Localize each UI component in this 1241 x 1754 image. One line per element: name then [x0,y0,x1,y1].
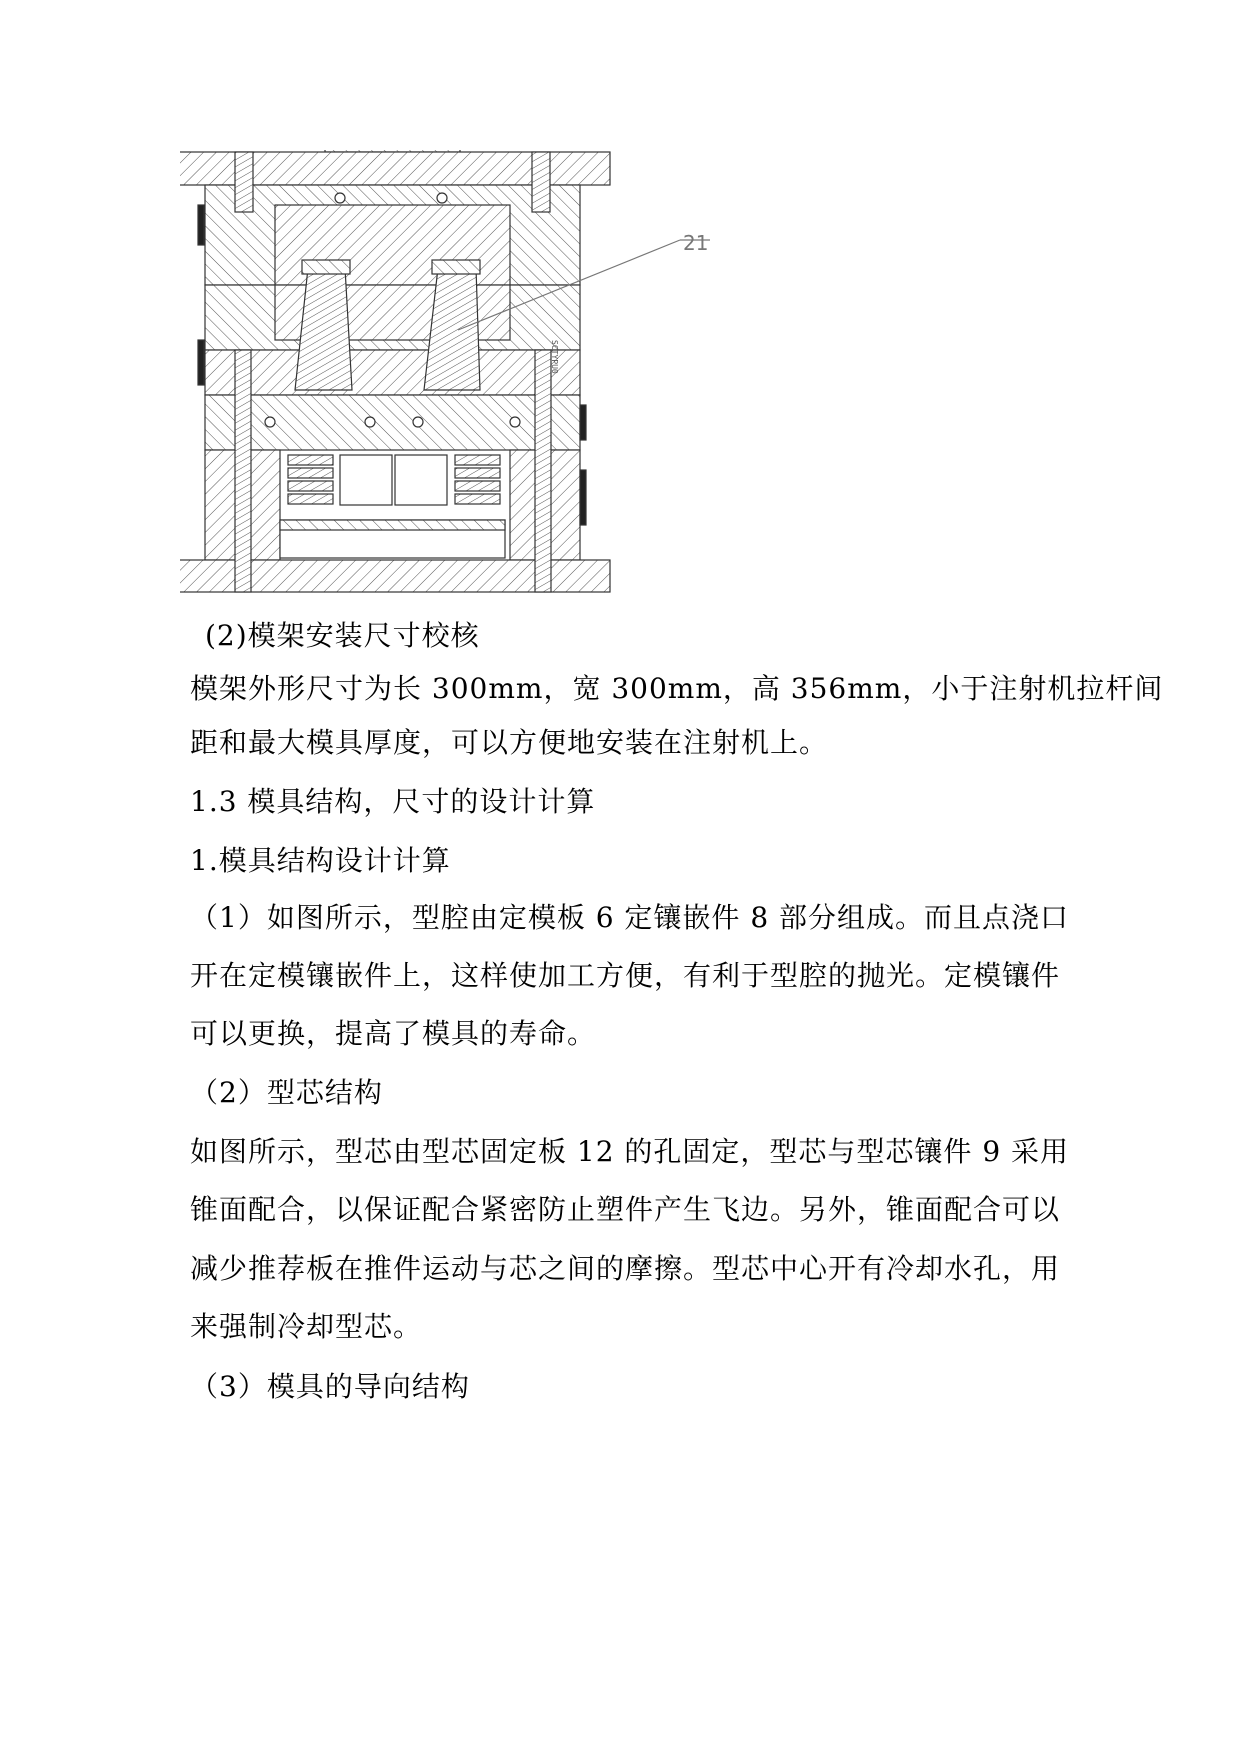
support-plate [205,350,580,395]
para3-line4: 来强制冷却型芯。 [190,1310,423,1343]
ejector-retainer-plate [205,395,580,450]
para2-line2: 开在定模镶嵌件上，这样使加工方便，有利于型腔的抛光。定模镶件 [190,959,1061,992]
guide-pin-left [235,350,251,592]
heading-1: 1.模具结构设计计算 [190,844,451,877]
heading-1-3: 1.3 模具结构，尺寸的设计计算 [190,785,596,818]
spring-left [288,455,333,504]
screw-top-left [235,152,253,212]
para2-line1: （1）如图所示，型腔由定模板 6 定镶嵌件 8 部分组成。而且点浇口 [190,901,1070,934]
para3-line3: 减少推荐板在推件运动与芯之间的摩擦。型芯中心开有冷却水孔，用 [190,1252,1061,1285]
para3-line1: 如图所示，型芯由型芯固定板 12 的孔固定，型芯与型芯镶件 9 采用 [190,1135,1070,1168]
heading-guide: （3）模具的导向结构 [190,1370,470,1403]
heading-frame-check: (2)模架安装尺寸校核 [205,619,480,652]
screw-top-right [532,152,550,212]
para2-line3: 可以更换，提高了模具的寿命。 [190,1017,597,1050]
spring-right [455,455,500,504]
side-tag: SCTYPU0 [550,340,559,374]
heading-core: （2）型芯结构 [190,1076,383,1109]
guide-pin-right [535,350,551,592]
para1-line2: 距和最大模具厚度，可以方便地安装在注射机上。 [190,726,829,759]
callout-label: 21 [683,231,709,255]
para3-line2: 锥面配合，以保证配合紧密防止塑件产生飞边。另外，锥面配合可以 [190,1193,1061,1226]
para1-line1: 模架外形尺寸为长 300mm，宽 300mm，高 356mm，小于注射机拉杆间 [190,672,1164,705]
mold-assembly-drawing [180,150,800,670]
